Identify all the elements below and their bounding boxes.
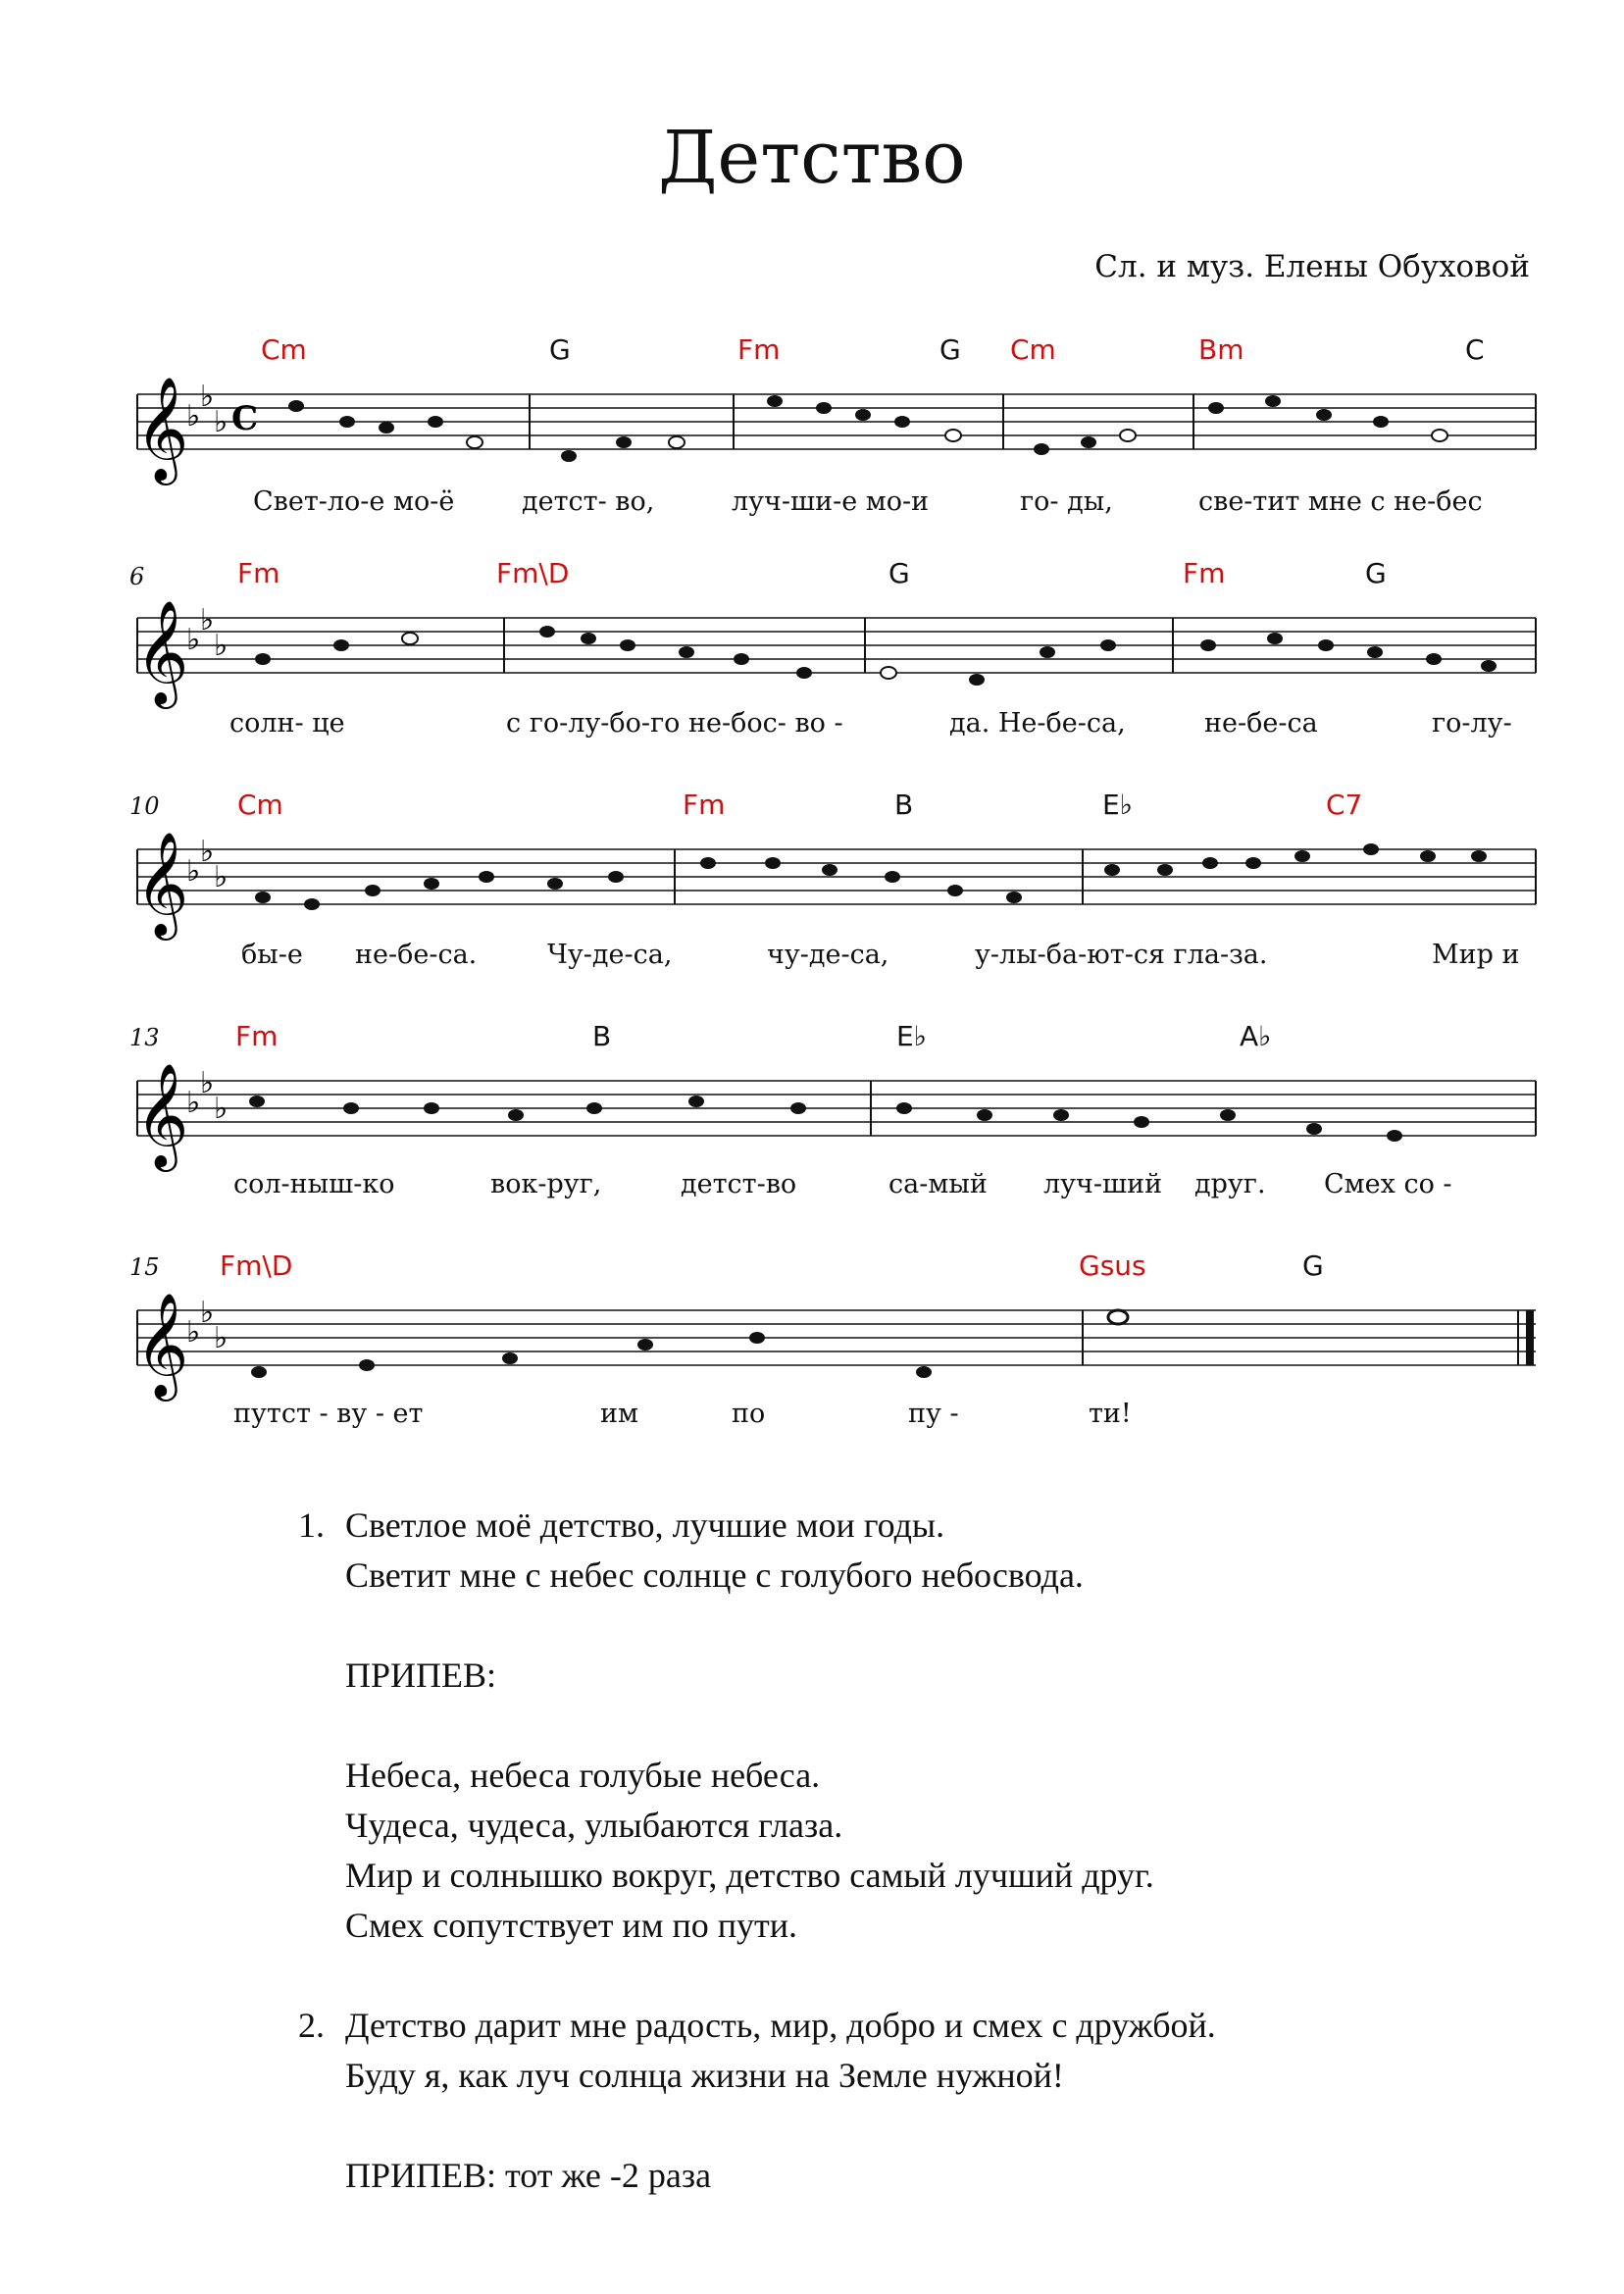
song-title: Детство bbox=[658, 116, 966, 200]
lyric-syllables: не-бе-са bbox=[1204, 708, 1318, 739]
chorus-repeat-note: ПРИПЕВ: тот же -2 раза bbox=[345, 2156, 712, 2195]
svg-text:♭: ♭ bbox=[186, 399, 201, 433]
lyric-syllables: ти! bbox=[1089, 1399, 1132, 1429]
staff-system-5 bbox=[135, 1292, 1536, 1402]
chord-symbol: E♭ bbox=[896, 1020, 927, 1052]
lyric-syllables: Чу-де-са, bbox=[547, 940, 673, 970]
lyric-syllables: детст- во, bbox=[522, 486, 655, 517]
treble-clef-icon: 𝄞 bbox=[135, 1292, 189, 1397]
measure-number: 15 bbox=[129, 1253, 160, 1281]
verse-2 bbox=[290, 2001, 1216, 2101]
verse-line: Буду я, как луч солнца жизни на Земле нужной! bbox=[345, 2056, 1064, 2095]
chorus-line: Мир и солнышко вокруг, детство самый лучший друг. bbox=[345, 1856, 1154, 1895]
lyric-syllables: го-лу- bbox=[1432, 708, 1512, 739]
chord-symbol: C bbox=[1465, 333, 1485, 366]
lyric-syllables: путст - ву - ет bbox=[233, 1399, 424, 1429]
lyric-syllables: го- ды, bbox=[1020, 486, 1113, 517]
chord-symbol: Bm bbox=[1198, 333, 1244, 366]
verse-line: Светлое моё детство, лучшие мои годы. bbox=[345, 1505, 945, 1545]
measure-number: 6 bbox=[129, 563, 145, 590]
verse-number: 1. bbox=[298, 1505, 325, 1545]
lyric-syllables: Смех со - bbox=[1324, 1169, 1452, 1199]
song-text bbox=[290, 1501, 1216, 2201]
verse-1 bbox=[290, 1501, 1216, 1601]
measure-number: 13 bbox=[129, 1024, 160, 1051]
lyric-syllables: бы-е bbox=[241, 940, 303, 970]
chord-symbol: Fm\D bbox=[220, 1249, 293, 1282]
lyric-syllables: вок-руг, bbox=[490, 1169, 602, 1199]
chord-symbols bbox=[129, 333, 1485, 1282]
svg-text:♭: ♭ bbox=[214, 1092, 228, 1126]
svg-text:♭: ♭ bbox=[186, 1086, 201, 1120]
chord-symbol: Fm bbox=[235, 1020, 279, 1052]
treble-clef-icon: 𝄞 bbox=[135, 376, 189, 481]
treble-clef-icon: 𝄞 bbox=[135, 831, 189, 936]
lyric-syllables: сол-ныш-ко bbox=[233, 1169, 395, 1199]
lyric-syllables: у-лы-ба-ют-ся гла-за. bbox=[975, 940, 1268, 970]
chord-symbol: A♭ bbox=[1240, 1020, 1272, 1052]
svg-text:♭: ♭ bbox=[200, 1066, 215, 1100]
lyric-syllables: солн- це bbox=[229, 708, 345, 739]
treble-clef-icon: 𝄞 bbox=[135, 1062, 189, 1167]
lyric-syllables: луч-ший bbox=[1043, 1169, 1163, 1199]
svg-text:♭: ♭ bbox=[200, 835, 215, 869]
svg-text:♭: ♭ bbox=[200, 603, 215, 637]
chorus-line: Смех сопутствует им по пути. bbox=[345, 1906, 798, 1945]
chord-symbol: Fm bbox=[737, 333, 781, 366]
svg-text:♭: ♭ bbox=[214, 860, 228, 894]
lyric-syllables: чу-де-са, bbox=[767, 940, 889, 970]
measure-number: 10 bbox=[129, 792, 160, 820]
score-lyrics bbox=[229, 486, 1520, 1429]
verse-line: Светит мне с небес солнце с голубого небосвода. bbox=[345, 1555, 1084, 1595]
svg-text:♭: ♭ bbox=[200, 380, 215, 414]
lyric-syllables: с го-лу-бо-го не-бос- во - bbox=[506, 708, 843, 739]
chord-symbol: G bbox=[1302, 1249, 1324, 1282]
svg-text:♭: ♭ bbox=[186, 854, 201, 889]
svg-text:♭: ♭ bbox=[200, 1296, 215, 1330]
svg-text:♭: ♭ bbox=[186, 623, 201, 657]
lyric-syllables: друг. bbox=[1194, 1169, 1266, 1199]
chord-symbol: Fm bbox=[683, 789, 726, 821]
svg-text:♭: ♭ bbox=[214, 629, 228, 663]
key-signature bbox=[186, 380, 228, 439]
chorus-label: ПРИПЕВ: bbox=[345, 1656, 497, 1695]
staff-system-4 bbox=[135, 1062, 1536, 1172]
common-time-icon: C bbox=[231, 399, 259, 438]
staff-system-3 bbox=[135, 831, 1536, 941]
verse-line: Детство дарит мне радость, мир, добро и смех с дружбой. bbox=[345, 2006, 1216, 2045]
chord-symbol: C7 bbox=[1326, 789, 1363, 821]
chorus-line: Чудеса, чудеса, улыбаются глаза. bbox=[345, 1806, 843, 1845]
lyric-syllables: луч-ши-е мо-и bbox=[732, 486, 930, 517]
treble-clef-icon: 𝄞 bbox=[135, 599, 189, 704]
lyric-syllables: по bbox=[732, 1399, 766, 1429]
chord-symbol: E♭ bbox=[1102, 789, 1133, 821]
lyric-syllables: да. Не-бе-са, bbox=[949, 708, 1126, 739]
svg-text:♭: ♭ bbox=[186, 1315, 201, 1350]
lyric-syllables: им bbox=[600, 1399, 638, 1429]
lyric-syllables: Мир и bbox=[1432, 940, 1520, 970]
chorus-line: Небеса, небеса голубые небеса. bbox=[345, 1756, 821, 1795]
chord-symbol: Gsus bbox=[1079, 1249, 1146, 1282]
staff-system-1 bbox=[135, 376, 1536, 485]
verse-number: 2. bbox=[298, 2006, 325, 2045]
chord-symbol: G bbox=[1365, 557, 1387, 589]
svg-text:♭: ♭ bbox=[214, 1321, 228, 1355]
lyric-syllables: све-тит мне с не-бес bbox=[1198, 486, 1483, 517]
chord-symbol: B bbox=[894, 789, 914, 821]
chord-symbol: B bbox=[592, 1020, 612, 1052]
lyric-syllables: пу - bbox=[908, 1399, 959, 1429]
chord-symbol: G bbox=[888, 557, 910, 589]
chorus bbox=[290, 1651, 1216, 1951]
chord-symbol: Cm bbox=[237, 789, 283, 821]
chord-symbol: Cm bbox=[261, 333, 307, 366]
svg-text:♭: ♭ bbox=[214, 405, 228, 439]
lyric-syllables: Свет-ло-е мо-ё bbox=[253, 486, 455, 517]
lyric-syllables: са-мый bbox=[888, 1169, 988, 1199]
chord-symbol: Fm bbox=[237, 557, 280, 589]
chord-symbol: G bbox=[549, 333, 571, 366]
chord-symbol: G bbox=[939, 333, 961, 366]
notes bbox=[288, 395, 1447, 462]
chord-symbol: Cm bbox=[1010, 333, 1056, 366]
chord-symbol: Fm\D bbox=[496, 557, 570, 589]
song-credit: Сл. и муз. Елены Обуховой bbox=[1094, 249, 1530, 284]
staff-system-2 bbox=[135, 599, 1536, 709]
lyric-syllables: детст-во bbox=[681, 1169, 797, 1199]
chord-symbol: Fm bbox=[1183, 557, 1226, 589]
lyric-syllables: не-бе-са. bbox=[355, 940, 478, 970]
